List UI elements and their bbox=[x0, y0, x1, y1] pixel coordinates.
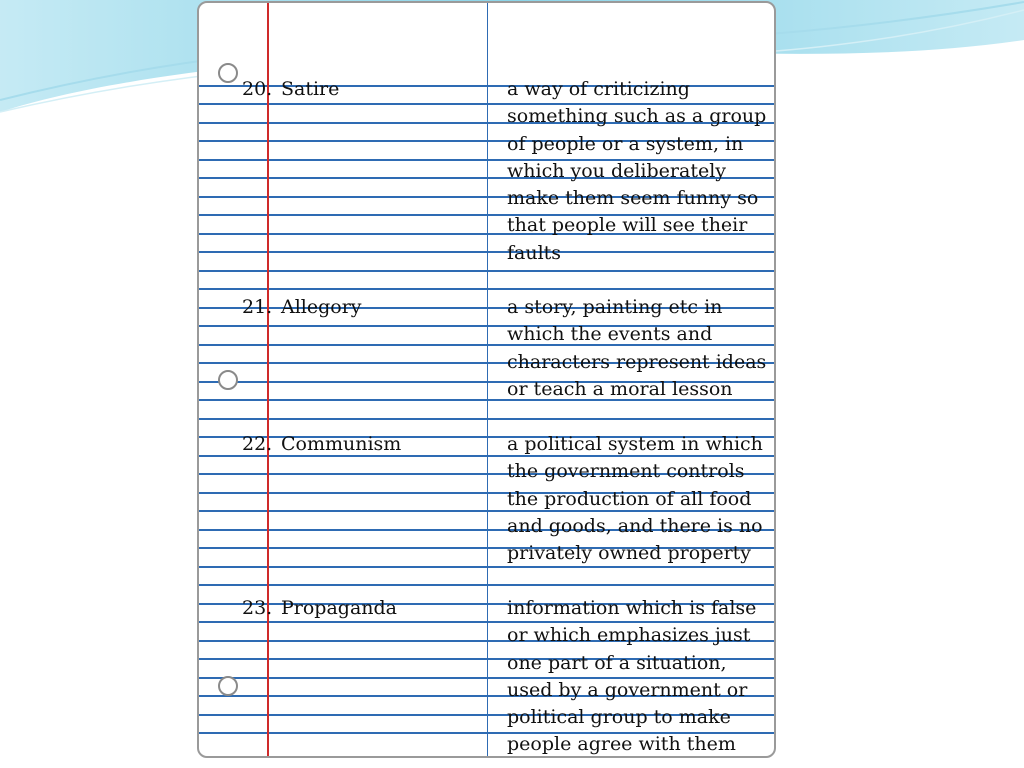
binder-hole-middle bbox=[218, 370, 238, 390]
entry-definition: a political system in which the government controls the production of all food and goods, and there is no privately owned property bbox=[507, 433, 763, 565]
notebook-page bbox=[197, 1, 776, 758]
entry-definition: a story, painting etc in which the events and characters represent ideas or teach a moral lesson bbox=[507, 296, 767, 400]
entry-term: Satire bbox=[281, 78, 340, 100]
entry-term: Propaganda bbox=[281, 597, 398, 619]
entry-number: 20. bbox=[242, 78, 273, 100]
entry-number: 23. bbox=[242, 597, 273, 619]
red-margin-line bbox=[267, 3, 269, 756]
column-divider-line bbox=[487, 3, 488, 756]
entry-term: Communism bbox=[281, 433, 402, 455]
entry-number: 21. bbox=[242, 296, 273, 318]
binder-hole-bottom bbox=[218, 676, 238, 696]
entry-definition: information which is false or which emphasizes just one part of a situation, used by a government or political group to make people agree with them bbox=[507, 597, 757, 756]
binder-hole-top bbox=[218, 63, 238, 83]
entry-number: 22. bbox=[242, 433, 273, 455]
entry-definition: a way of criticizing something such as a group of people or a system, in which you deliberately make them seem funny so that people will see their faults bbox=[507, 78, 767, 264]
entry-term: Allegory bbox=[281, 296, 362, 318]
